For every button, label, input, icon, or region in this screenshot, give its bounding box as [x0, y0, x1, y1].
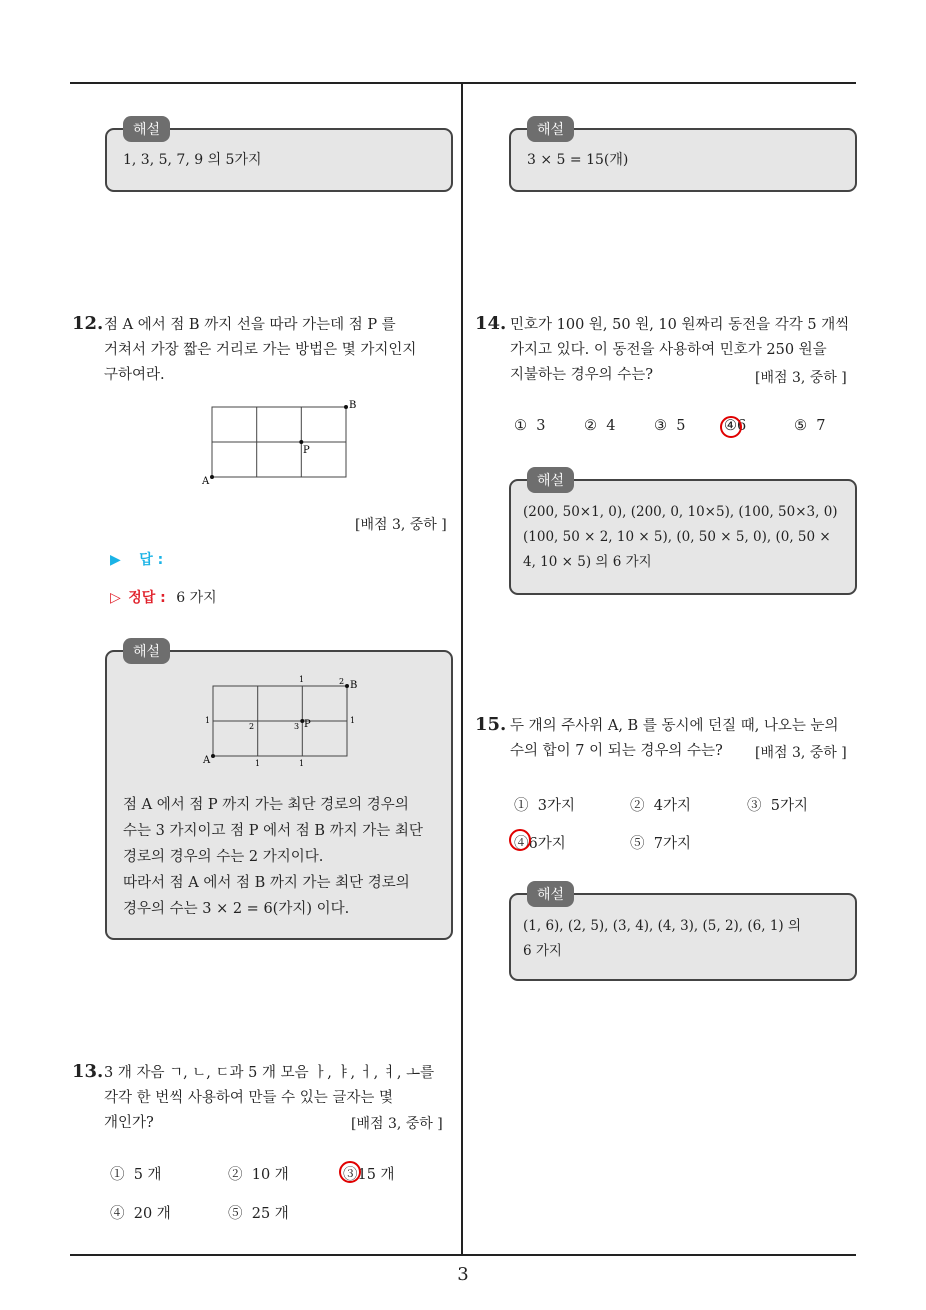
- point-b: [344, 405, 348, 409]
- option-text: 15 개: [357, 1167, 395, 1183]
- option-number: ②: [584, 418, 597, 434]
- q12-correct-row: [110, 587, 217, 607]
- q15-solution-box: [509, 887, 857, 981]
- path-count: 3: [294, 722, 300, 731]
- q14-score: [배점 3, 중하 ]: [755, 370, 847, 386]
- option-text: 7가지: [653, 836, 691, 852]
- q13-answer-circle: [339, 1161, 361, 1183]
- correct-label: 정답 :: [128, 590, 166, 606]
- q15-solution-text: [523, 914, 843, 964]
- column-divider: [461, 82, 463, 1256]
- solution-line: 수는 3 가지이고 점 P 에서 점 B 까지 가는 최단: [123, 823, 423, 839]
- option-number: ③: [654, 418, 667, 434]
- solution-line: 경로의 경우의 수는 2 가지이다.: [123, 849, 324, 865]
- option-text: 4가지: [653, 798, 691, 814]
- option-text: 5가지: [770, 798, 808, 814]
- label-a: A: [203, 755, 211, 766]
- q12-solution-text: [123, 792, 439, 922]
- solution-line: 점 A 에서 점 P 까지 가는 최단 경로의 경우의: [123, 797, 409, 813]
- option-text: 6가지: [528, 836, 566, 852]
- q14-text-line: 가지고 있다. 이 동전을 사용하여 민호가 250 원을: [510, 342, 827, 358]
- option-number: ⑤: [228, 1206, 243, 1222]
- path-count: 1: [205, 716, 211, 725]
- q13-option-1[interactable]: [110, 1163, 162, 1184]
- solution-line: 6 가지: [523, 943, 562, 959]
- answer-marker-icon: ▶: [110, 552, 121, 568]
- q15-score: [배점 3, 중하 ]: [755, 745, 847, 761]
- solution-tag: 해설: [527, 881, 574, 907]
- solution-line: 따라서 점 A 에서 점 B 까지 가는 최단 경로의: [123, 875, 410, 891]
- q13-text-line: 개인가?: [104, 1115, 154, 1131]
- solution-line: 경우의 수는 3 × 2 = 6(가지) 이다.: [123, 901, 350, 917]
- q12-answer-row: [110, 549, 163, 569]
- q12-score: [배점 3, 중하 ]: [355, 517, 447, 533]
- option-text: 10 개: [251, 1167, 289, 1183]
- point-a: [211, 754, 215, 758]
- q13-option-5[interactable]: [228, 1202, 289, 1223]
- q15-number: 15.: [475, 714, 507, 735]
- option-text: 4: [606, 418, 616, 434]
- label-b: B: [349, 400, 357, 411]
- q13-score: [배점 3, 중하 ]: [351, 1116, 443, 1132]
- q15-text-line: 수의 합이 7 이 되는 경우의 수는?: [510, 743, 723, 759]
- q13-option-2[interactable]: [228, 1163, 289, 1184]
- bottom-rule: [70, 1254, 856, 1256]
- q14-text-line: 지불하는 경우의 수는?: [510, 367, 654, 383]
- q14-option-1[interactable]: [514, 418, 545, 434]
- q12-text-line: 거쳐서 가장 짧은 거리로 가는 방법은 몇 가지인지: [104, 342, 417, 358]
- page-number: 3: [457, 1264, 469, 1285]
- q13-number: 13.: [72, 1061, 104, 1082]
- label-p: P: [304, 719, 311, 730]
- q11-solution-text: 1, 3, 5, 7, 9 의 5가지: [123, 152, 262, 168]
- option-text: 3가지: [537, 798, 575, 814]
- q14-solution-box: [509, 473, 857, 595]
- option-number: ②: [228, 1167, 243, 1183]
- q14-text-line: 민호가 100 원, 50 원, 10 원짜리 동전을 각각 5 개씩: [510, 317, 850, 333]
- option-text: 7: [816, 418, 826, 434]
- q12-grid-figure: [195, 396, 365, 488]
- solution-tag: 해설: [527, 116, 574, 142]
- path-count: 2: [249, 722, 255, 731]
- solution-tag: 해설: [527, 467, 574, 493]
- q13-solution-box: [509, 122, 857, 192]
- option-number: ③: [747, 798, 762, 814]
- q12-solution-figure: [197, 672, 367, 768]
- q14-option-2[interactable]: [584, 418, 615, 434]
- option-text: 25 개: [251, 1206, 289, 1222]
- solution-line: (100, 50 × 2, 10 × 5), (0, 50 × 5, 0), (0, 50 ×: [523, 529, 831, 545]
- label-p: P: [303, 445, 310, 456]
- q15-option-5[interactable]: [630, 832, 691, 853]
- q13-text-line: 3 개 자음 ㄱ, ㄴ, ㄷ과 5 개 모음 ㅏ, ㅑ, ㅓ, ㅕ, ㅗ를: [104, 1065, 435, 1081]
- q14-solution-text: [523, 500, 843, 575]
- solution-line: (200, 50×1, 0), (200, 0, 10×5), (100, 50×3, 0): [523, 504, 838, 520]
- option-text: 3: [536, 418, 546, 434]
- q15-option-1[interactable]: [514, 794, 575, 815]
- q14-answer-circle: [720, 416, 742, 438]
- option-text: 5: [676, 418, 686, 434]
- path-count: 2: [339, 677, 345, 686]
- point-p: [299, 440, 303, 444]
- top-rule: [70, 82, 856, 84]
- option-text: 5 개: [133, 1167, 162, 1183]
- q12-solution-box: [105, 644, 453, 940]
- option-number: ⑤: [630, 836, 645, 852]
- point-a: [210, 475, 214, 479]
- q13-option-4[interactable]: [110, 1202, 171, 1223]
- q12-number: 12.: [72, 313, 104, 334]
- label-b: B: [350, 680, 358, 691]
- correct-marker-icon: ▷: [110, 590, 121, 606]
- option-number: ⑤: [794, 418, 807, 434]
- option-number: ③: [343, 1167, 358, 1183]
- option-number: ④: [514, 836, 529, 852]
- q12-text: [104, 313, 449, 388]
- q12-text-line: 점 A 에서 점 B 까지 선을 따라 가는데 점 P 를: [104, 317, 396, 333]
- answer-label: 답 :: [139, 552, 164, 568]
- option-number: ②: [630, 798, 645, 814]
- q11-solution-box: [105, 122, 453, 192]
- q13-solution-text: 3 × 5 = 15(개): [527, 152, 629, 168]
- point-b: [345, 684, 349, 688]
- q14-number: 14.: [475, 313, 507, 334]
- solution-tag: 해설: [123, 638, 170, 664]
- option-number: ①: [110, 1167, 125, 1183]
- q15-text-line: 두 개의 주사위 A, B 를 동시에 던질 때, 나오는 눈의: [510, 718, 839, 734]
- solution-tag: 해설: [123, 116, 170, 142]
- label-a: A: [202, 476, 210, 487]
- q14-option-5[interactable]: [794, 418, 825, 434]
- q13-text-line: 각각 한 번씩 사용하여 만들 수 있는 글자는 몇: [104, 1090, 393, 1106]
- option-number: ①: [514, 798, 529, 814]
- correct-value: 6 가지: [176, 590, 217, 606]
- path-count: 1: [299, 675, 305, 684]
- option-number: ④: [724, 418, 737, 434]
- path-count: 1: [299, 759, 305, 768]
- path-count: 1: [255, 759, 261, 768]
- option-number: ④: [110, 1206, 125, 1222]
- q12-text-line: 구하여라.: [104, 367, 165, 383]
- solution-line: (1, 6), (2, 5), (3, 4), (4, 3), (5, 2), (6, 1) 의: [523, 918, 802, 934]
- solution-line: 4, 10 × 5) 의 6 가지: [523, 554, 652, 570]
- q15-answer-circle: [509, 829, 531, 851]
- q15-option-3[interactable]: [747, 794, 808, 815]
- q15-option-2[interactable]: [630, 794, 691, 815]
- path-count: 1: [350, 716, 356, 725]
- option-number: ①: [514, 418, 527, 434]
- q14-option-3[interactable]: [654, 418, 685, 434]
- option-text: 6: [737, 418, 747, 434]
- option-text: 20 개: [133, 1206, 171, 1222]
